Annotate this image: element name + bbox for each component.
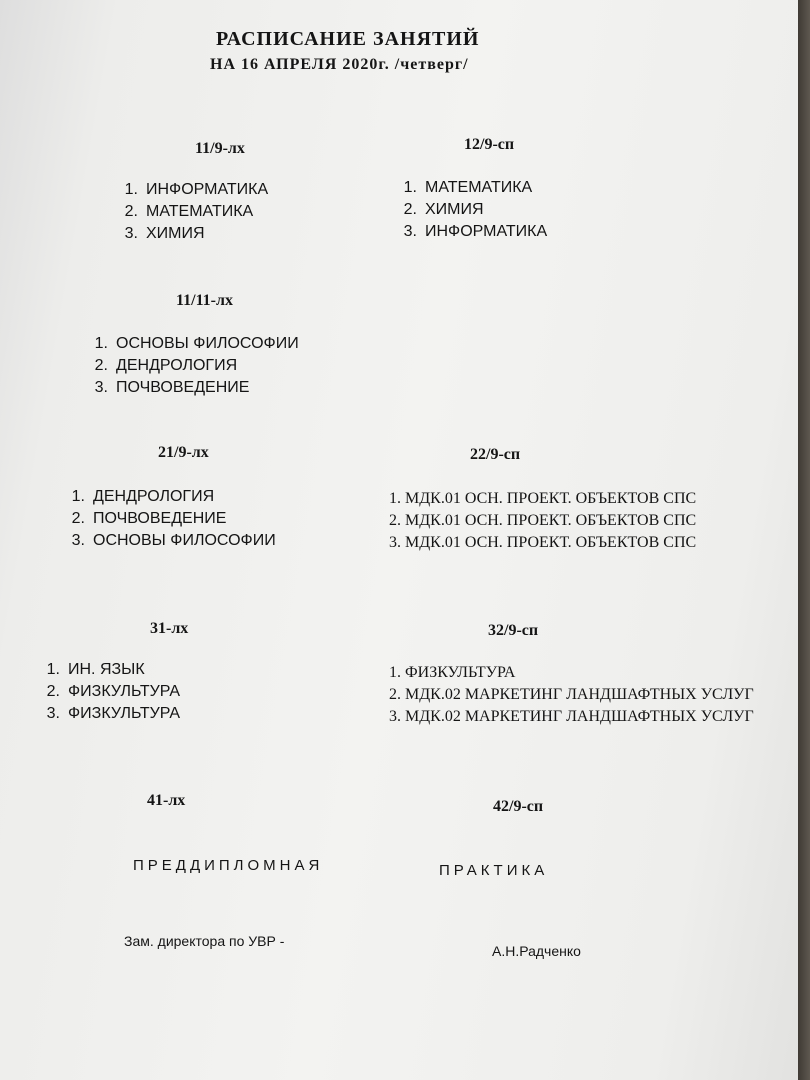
group-21-9-lh-list [63, 486, 276, 552]
practice-left: ПРЕДДИПЛОМНАЯ [133, 857, 324, 874]
group-32-9-sp-title: 32/9-сп [488, 622, 539, 639]
list-item: 1. ОСНОВЫ ФИЛОСОФИИ [94, 335, 299, 352]
list-item: 1. ФИЗКУЛЬТУРА [389, 664, 516, 681]
group-22-9-sp-title: 22/9-сп [470, 446, 521, 463]
group-21-9-lh-title: 21/9-лх [158, 444, 209, 461]
group-11-11-lh-title: 11/11-лх [176, 292, 233, 309]
group-11-9-lh-list [116, 179, 268, 245]
signature-name: А.Н.Радченко [492, 943, 581, 959]
page-subtitle: НА 16 АПРЕЛЯ 2020г. /четверг/ [210, 56, 469, 73]
list-item: 3. ОСНОВЫ ФИЛОСОФИИ [71, 532, 276, 549]
list-item: 1. МАТЕМАТИКА [403, 179, 533, 196]
group-42-9-sp-title: 42/9-сп [493, 798, 544, 815]
list-item: 1. МДК.01 ОСН. ПРОЕКТ. ОБЪЕКТОВ СПС [389, 490, 697, 507]
group-12-9-sp-title: 12/9-сп [464, 136, 515, 153]
list-item: 2. МДК.02 МАРКЕТИНГ ЛАНДШАФТНЫХ УСЛУГ [389, 686, 754, 703]
signature-position: Зам. директора по УВР - [124, 933, 285, 949]
list-item: 3. ПОЧВОВЕДЕНИЕ [94, 379, 250, 396]
list-item: 3. МДК.02 МАРКЕТИНГ ЛАНДШАФТНЫХ УСЛУГ [389, 708, 754, 725]
group-41-lh-title: 41-лх [147, 792, 186, 809]
list-item: 3. МДК.01 ОСН. ПРОЕКТ. ОБЪЕКТОВ СПС [389, 534, 697, 551]
page-title: РАСПИСАНИЕ ЗАНЯТИЙ [216, 28, 480, 50]
group-11-9-lh-title: 11/9-лх [195, 140, 245, 157]
table-edge [798, 0, 810, 1080]
group-12-9-sp-list [395, 177, 547, 243]
group-11-11-lh-list [86, 333, 299, 399]
list-item: 2. ХИМИЯ [403, 201, 484, 218]
list-item: 2. ДЕНДРОЛОГИЯ [94, 357, 238, 374]
group-22-9-sp-list [387, 488, 696, 554]
list-item: 1. ДЕНДРОЛОГИЯ [71, 488, 215, 505]
practice-right: ПРАКТИКА [439, 862, 549, 879]
group-31-lh-list [38, 659, 180, 725]
group-31-lh-title: 31-лх [150, 620, 189, 637]
list-item: 3. ХИМИЯ [124, 225, 205, 242]
list-item: 3. ФИЗКУЛЬТУРА [46, 705, 181, 722]
list-item: 2. ФИЗКУЛЬТУРА [46, 683, 181, 700]
list-item: 3. ИНФОРМАТИКА [403, 223, 548, 240]
list-item: 1. ИНФОРМАТИКА [124, 181, 269, 198]
group-32-9-sp-list [387, 662, 754, 728]
list-item: 2. МДК.01 ОСН. ПРОЕКТ. ОБЪЕКТОВ СПС [389, 512, 697, 529]
list-item: 1. ИН. ЯЗЫК [46, 661, 145, 678]
list-item: 2. ПОЧВОВЕДЕНИЕ [71, 510, 227, 527]
list-item: 2. МАТЕМАТИКА [124, 203, 254, 220]
